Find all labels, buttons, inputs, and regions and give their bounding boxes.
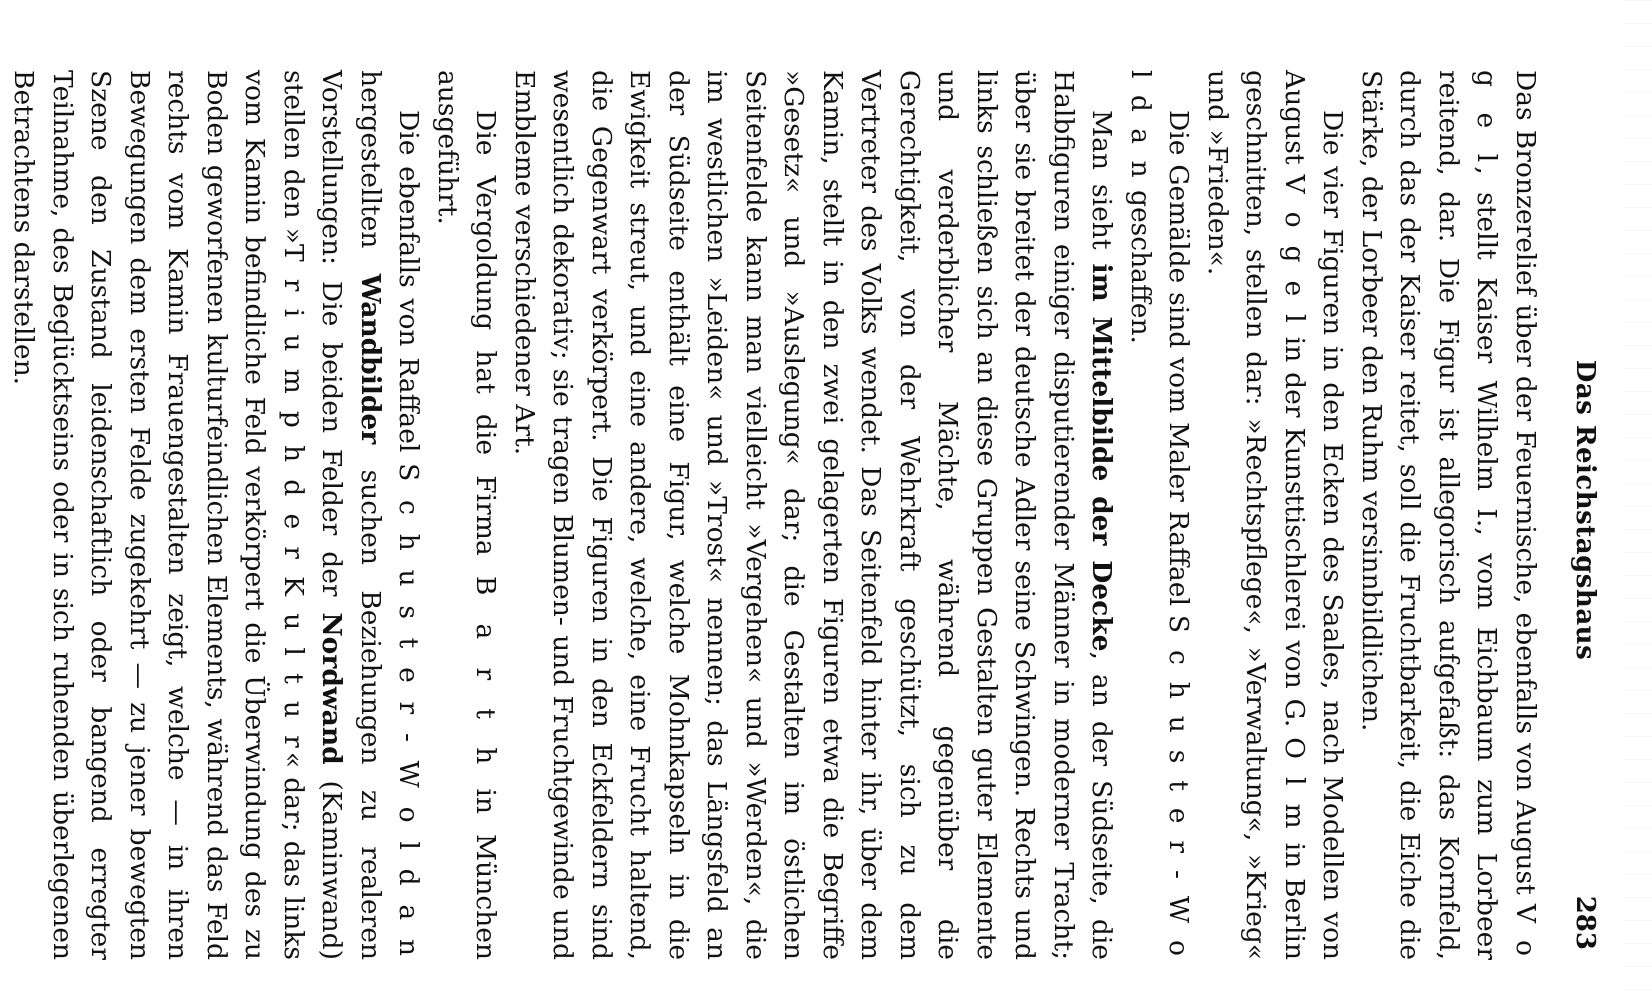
text-run: Die vier Figuren in den Ecken des Saales, nach Modellen von August xyxy=(1279,70,1349,960)
text-run: Das Bronzerelief über der Feuernische, ebenfalls von August xyxy=(1510,70,1541,904)
paragraph-bronze-relief xyxy=(1352,70,1545,960)
text-run: (Kaminwand) stellen den » xyxy=(278,70,348,960)
spaced-name: V o g e l xyxy=(1471,70,1541,961)
text-run: Man sieht xyxy=(1086,110,1118,264)
text-run: , stellt Kaiser Wilhelm I., vom Eichbaum zum Lorbeer reitend, dar. Die Figur ist allegorisch aufgefaßt: das Kornfeld, durch das der Kaiser reitet, soll die Fruchtbarkeit, die Eiche die Stärke, der Lorbeer den Ruhm versinnbildlichen. xyxy=(1356,70,1503,960)
spaced-title: T r i u m p h d e r K u l t u r xyxy=(278,243,309,752)
body-text xyxy=(0,70,1544,960)
paragraph-east-wall xyxy=(0,70,4,960)
text-run: geschaffen. xyxy=(1125,181,1156,344)
text-run: Die Gemälde sind vom Maler Raffael xyxy=(1163,110,1195,615)
text-run: , an der Südseite, die Halbfiguren einiger disputierender Männer in moderner Tracht; über sie breitet der deutsche Adler seine Schwingen. Rechts und links schließen sich an diese Gruppen Gestalten guter Elemente und verderblicher Mächte, während gegenüber die Gerechtigkeit, von der Wehrkraft geschützt, sich zu dem Vertreter des Volks wendet. Das Seitenfeld hinter ihr, über dem Kamin, stellt in den zwei gelagerten Figuren etwa die Begriffe »Gesetz« und »Auslegung« dar; die Gestalten im östlichen Seitenfelde kann man vielleicht »Vergehen« und »Werden«, die im westlichen »Leiden« und »Trost« nennen; das Längsfeld an der Südseite enthält eine Figur, welche Mohnkapseln in die Ewigkeit streut, und eine andere, welche, eine Frucht haltend, die Gegenwart verkörpert. Die Figuren in den Eckfeldern sind wesentlich dekorativ; sie tragen Blumen- und Fruchtgewinde und Embleme verschiedener Art. xyxy=(509,70,1118,960)
paragraph-paintings xyxy=(1121,70,1198,960)
paragraph-wall-paintings xyxy=(4,70,428,960)
spaced-name: S c h u s t e r - W o l d a n xyxy=(1125,70,1195,960)
page-number: 283 xyxy=(1570,895,1600,950)
running-title: Das Reichstagshaus xyxy=(1570,359,1600,661)
bold-term xyxy=(0,166,1,294)
spaced-name: O l m xyxy=(1279,737,1310,833)
bold-term: Nordwand xyxy=(316,612,348,765)
text-run xyxy=(0,110,1,166)
paragraph-gilding xyxy=(428,70,505,960)
bold-term: Wandbilder xyxy=(355,273,386,445)
running-head xyxy=(1560,70,1600,950)
text-run: Die Vergoldung hat die Firma xyxy=(470,110,502,576)
spaced-name: S c h u s t e r - W o l d a n xyxy=(393,463,425,960)
text-run: in Berlin geschnitten, stellen dar: »Rechtspflege«, »Verwaltung«, »Krieg« und »Frieden«. xyxy=(1202,70,1310,960)
spaced-name: B a r t h xyxy=(470,575,502,769)
text-run: Die ebenfalls von Raffael xyxy=(393,110,425,464)
page-edge-scan-noise xyxy=(1624,0,1652,1000)
spaced-name: V o g e l xyxy=(1279,174,1310,327)
text-run: « dar; das links vom Kamin befindliche Feld verkörpert die Überwindung des zu Boden geworfenen kulturfeindlichen Elements, während das Feld rechts vom Kamin Frauengestalten zeigt, welche — in ihren Bewegungen dem ersten Felde zugekehrt — zu jener bewegten Szene den Zustand leidenschaftlich oder bangend erregter Teilnahme, des Beglücktseins oder in sich ruhenden überlegenen Betrachtens darstellen. xyxy=(8,70,309,960)
paragraph-ceiling-center xyxy=(505,70,1121,960)
paragraph-corner-figures xyxy=(1198,70,1352,960)
bold-term: im Mittelbilde der Decke xyxy=(1086,263,1118,652)
text-run: hergestellten xyxy=(355,70,386,274)
text-run: in München ausgeführt. xyxy=(432,70,502,960)
text-run: suchen Beziehungen zu realeren Vorstellungen: Die beiden Felder der xyxy=(316,70,386,960)
text-run: in der Kunsttischlerei von G. xyxy=(1279,326,1310,738)
